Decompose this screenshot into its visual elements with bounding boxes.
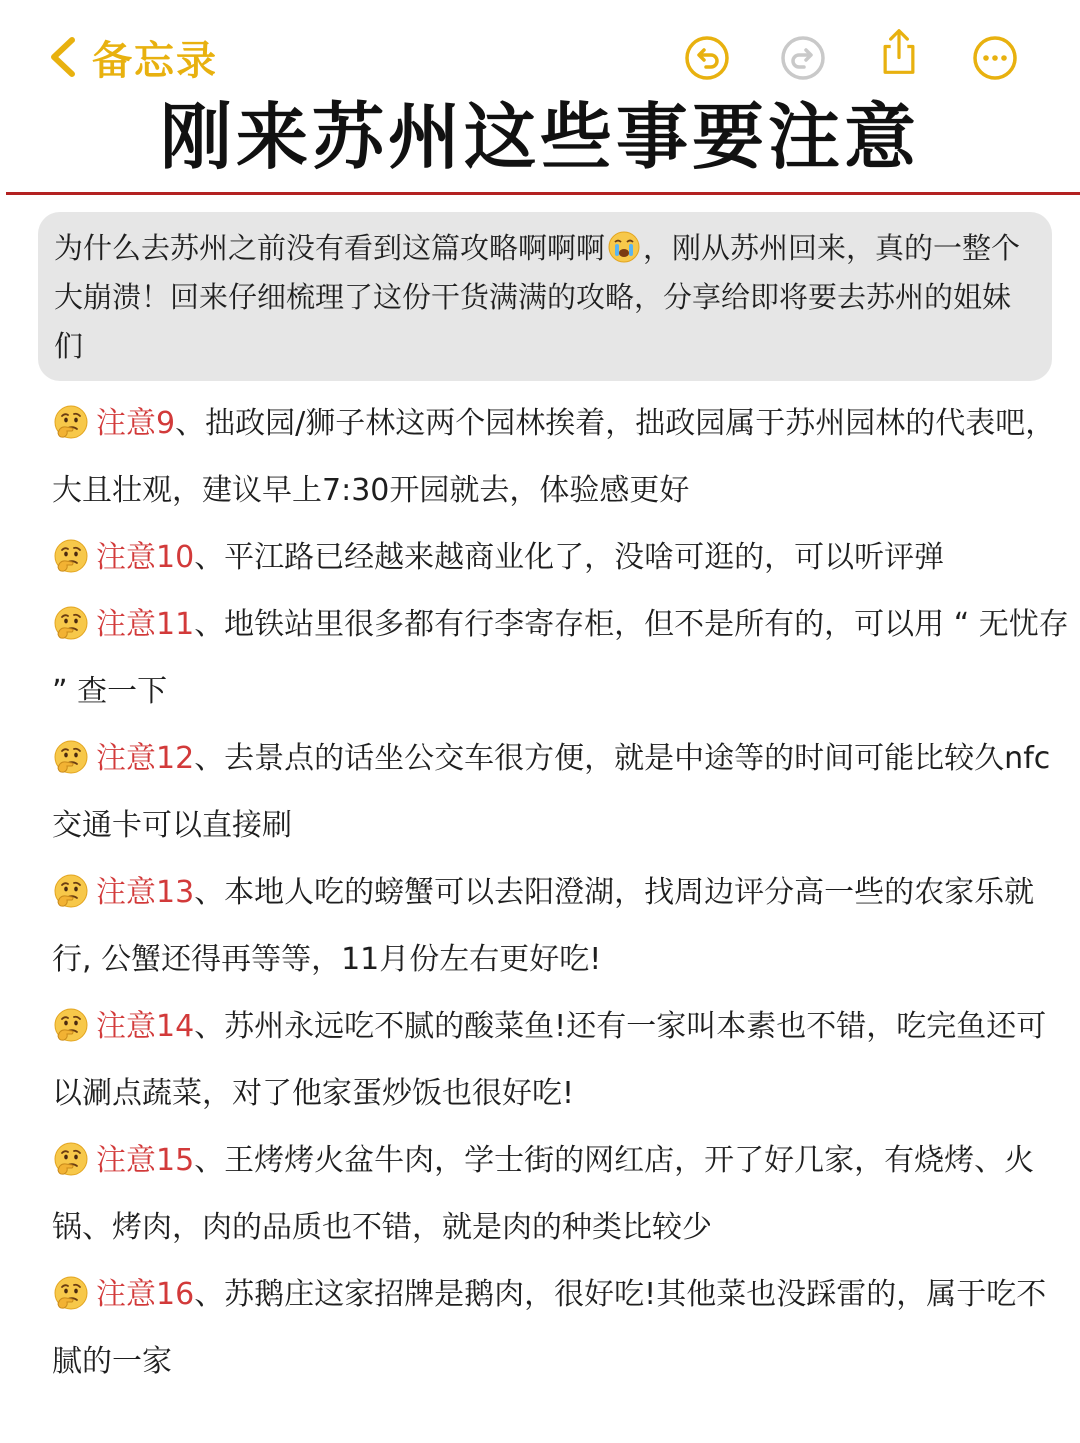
thinking-face-icon xyxy=(52,1006,90,1044)
tip-item xyxy=(52,591,1072,725)
tip-item xyxy=(52,993,1072,1127)
tip-label: 注意16 xyxy=(96,1277,195,1312)
tip-label: 注意14 xyxy=(96,1009,195,1044)
share-button[interactable] xyxy=(875,28,923,76)
intro-quote-block xyxy=(38,212,1052,381)
redo-button[interactable] xyxy=(779,34,827,82)
back-label: 备忘录 xyxy=(92,37,218,84)
share-icon xyxy=(875,28,923,76)
tip-text: 、地铁站里很多都有行李寄存柜，但不是所有的，可以用 “ 无忧存 ” 查一下 xyxy=(52,607,1069,709)
tip-label: 注意9 xyxy=(96,406,176,441)
thinking-face-icon xyxy=(52,537,90,575)
thinking-face-icon xyxy=(52,403,90,441)
thinking-face-icon xyxy=(52,1140,90,1178)
tip-text: 、拙政园/狮子林这两个园林挨着，拙政园属于苏州园林的代表吧，大且壮观，建议早上7:30开园就去，体验感更好 xyxy=(52,406,1056,508)
intro-text-part1: 为什么去苏州之前没有看到这篇攻略啊啊啊 xyxy=(54,231,606,265)
back-button[interactable] xyxy=(42,28,218,86)
thinking-face-icon xyxy=(52,1274,90,1312)
tip-label: 注意12 xyxy=(96,741,195,776)
tip-item xyxy=(52,859,1072,993)
top-toolbar xyxy=(0,0,1080,100)
more-button[interactable] xyxy=(971,34,1019,82)
redo-icon xyxy=(779,34,827,82)
tip-text: 、苏鹅庄这家招牌是鹅肉，很好吃!其他菜也没踩雷的，属于吃不腻的一家 xyxy=(52,1277,1047,1379)
chevron-left-icon xyxy=(42,28,86,86)
tip-text: 、苏州永远吃不腻的酸菜鱼!还有一家叫本素也不错，吃完鱼还可以涮点蔬菜，对了他家蛋炒饭也很好吃! xyxy=(52,1009,1047,1111)
title-divider xyxy=(6,192,1080,195)
tip-item xyxy=(52,725,1072,859)
tip-item xyxy=(52,1127,1072,1261)
thinking-face-icon xyxy=(52,738,90,776)
thinking-face-icon xyxy=(52,872,90,910)
undo-icon xyxy=(683,34,731,82)
tip-label: 注意10 xyxy=(96,540,195,575)
tip-text: 、本地人吃的螃蟹可以去阳澄湖，找周边评分高一些的农家乐就行, 公蟹还得再等等，11月份左右更好吃! xyxy=(52,875,1035,977)
tip-label: 注意15 xyxy=(96,1143,195,1178)
crying-face-icon xyxy=(607,230,641,264)
note-title: 刚来苏州这些事要注意 xyxy=(159,95,920,179)
tip-text: 、王烤烤火盆牛肉，学士街的网红店，开了好几家，有烧烤、火锅、烤肉，肉的品质也不错，就是肉的种类比较少 xyxy=(52,1143,1035,1245)
tip-label: 注意13 xyxy=(96,875,195,910)
tip-label: 注意11 xyxy=(96,607,195,642)
tip-item xyxy=(52,524,1072,591)
undo-button[interactable] xyxy=(683,34,731,82)
thinking-face-icon xyxy=(52,604,90,642)
intro-text-part2: ，刚从苏州回来，真的一整个大崩溃！回来仔细梳理了这份干货满满的攻略，分享给即将要去苏州的姐妹们 xyxy=(54,231,1021,363)
tip-text: 、去景点的话坐公交车很方便，就是中途等的时间可能比较久nfc交通卡可以直接刷 xyxy=(52,741,1051,843)
more-icon xyxy=(971,34,1019,82)
tip-item xyxy=(52,1261,1072,1395)
tip-text: 、平江路已经越来越商业化了，没啥可逛的，可以听评弹 xyxy=(194,540,945,575)
tip-item xyxy=(52,390,1072,524)
tips-list xyxy=(52,390,1072,1395)
